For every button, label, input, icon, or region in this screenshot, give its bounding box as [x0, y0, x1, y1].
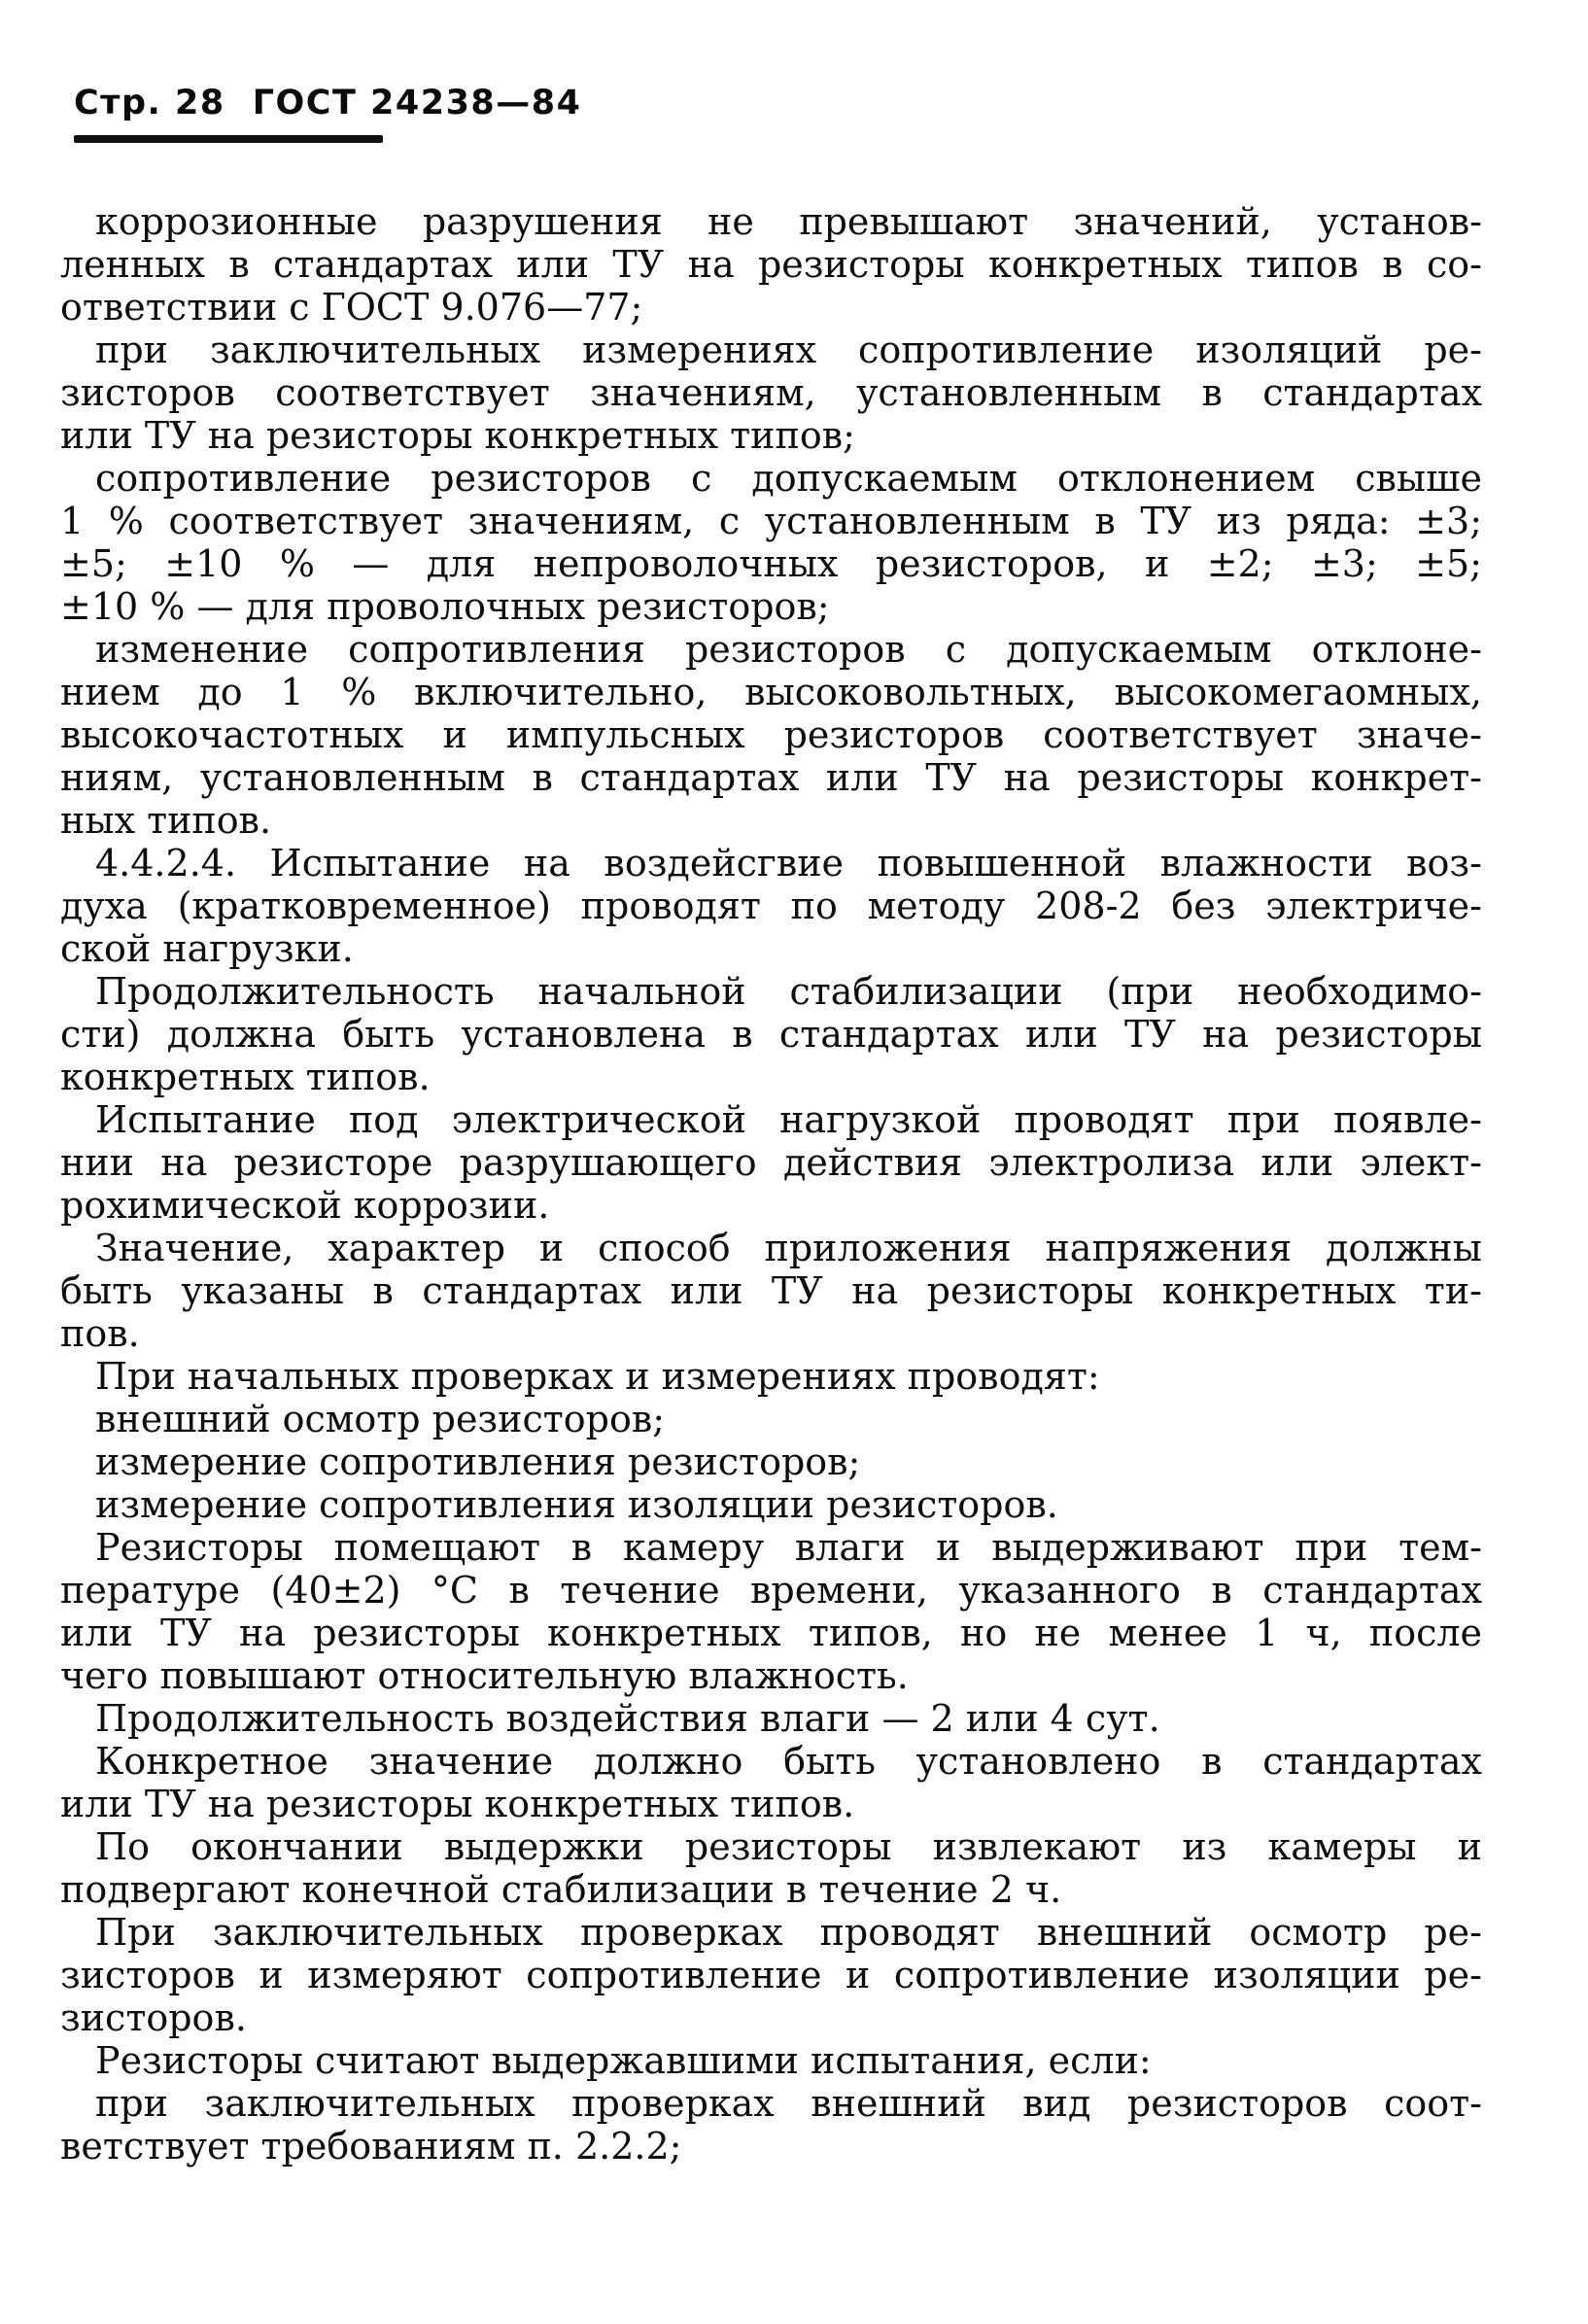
paragraph-line: ных типов. — [60, 799, 272, 842]
paragraph — [60, 970, 1482, 1098]
paragraph-line: ±5; ±10 % — для непроволочных резисторов, и ±2; ±3; ±5; — [60, 542, 1482, 585]
page-header — [74, 84, 582, 122]
paragraph — [60, 329, 1482, 457]
paragraph — [60, 2039, 1482, 2082]
paragraph-line: чего повышают относительную влажность. — [60, 1654, 909, 1697]
paragraph-line: ской нагрузки. — [60, 927, 354, 970]
paragraph — [60, 1483, 1482, 1526]
paragraph — [60, 1526, 1482, 1697]
paragraph-line: ленных в стандартах или ТУ на резисторы конкретных типов в со- — [60, 243, 1482, 286]
paragraph-line: подвергают конечной стабилизации в течение 2 ч. — [60, 1868, 1062, 1911]
paragraph-line: зисторов. — [60, 1996, 247, 2039]
paragraph-line: или ТУ на резисторы конкретных типов. — [60, 1783, 855, 1825]
paragraph — [60, 200, 1482, 329]
paragraph-line: 1 % соответствует значениям, с установленным в ТУ из ряда: ±3; — [60, 500, 1482, 542]
paragraph-line: 4.4.2.4. Испытание на воздейсгвие повышенной влажности воз- — [95, 842, 1482, 885]
paragraph-line: духа (кратковременное) проводят по методу 208-2 без электриче- — [60, 885, 1482, 927]
paragraph-line: нии на резисторе разрушающего действия электролиза или элект- — [60, 1141, 1482, 1184]
paragraph-line: конкретных типов. — [60, 1056, 431, 1098]
paragraph-line: сопротивление резисторов с допускаемым отклонением свыше — [95, 457, 1482, 500]
paragraph-line: высокочастотных и импульсных резисторов соответствует значе- — [60, 713, 1482, 756]
paragraph — [60, 628, 1482, 842]
paragraph — [60, 1825, 1482, 1911]
paragraph — [60, 1697, 1482, 1740]
header-rule — [74, 135, 383, 143]
paragraph-line: ветствует требованиям п. 2.2.2; — [60, 2125, 682, 2168]
paragraph-line: Продолжительность воздействия влаги — 2 или 4 сут. — [95, 1697, 1160, 1740]
paragraph-line: при заключительных проверках внешний вид резисторов соот- — [95, 2082, 1482, 2125]
paragraph-line: коррозионные разрушения не превышают значений, установ- — [95, 200, 1482, 243]
paragraph — [60, 1740, 1482, 1825]
paragraph-line: пературе (40±2) °С в течение времени, указанного в стандартах — [60, 1569, 1482, 1612]
paragraph-line: измерение сопротивления изоляции резисторов. — [95, 1483, 1058, 1526]
paragraph-line: При заключительных проверках проводят внешний осмотр ре- — [95, 1911, 1482, 1954]
paragraph-line: Испытание под электрической нагрузкой проводят при появле- — [95, 1098, 1482, 1141]
paragraph-line: При начальных проверках и измерениях проводят: — [95, 1355, 1100, 1398]
paragraph-line: изменение сопротивления резисторов с допускаемым отклоне- — [95, 628, 1482, 671]
document-number: ГОСТ 24238—84 — [252, 84, 582, 122]
page-number: Стр. 28 — [74, 84, 225, 122]
document-body — [60, 200, 1482, 2168]
paragraph-line: Значение, характер и способ приложения напряжения должны — [95, 1227, 1482, 1269]
paragraph-line: зисторов соответствует значениям, установленным в стандартах — [60, 371, 1482, 414]
paragraph — [60, 1440, 1482, 1483]
paragraph — [60, 457, 1482, 628]
paragraph-line: нием до 1 % включительно, высоковольтных, высокомегаомных, — [60, 671, 1482, 713]
paragraph-line: Продолжительность начальной стабилизации (при необходимо- — [95, 970, 1482, 1013]
paragraph-line: или ТУ на резисторы конкретных типов, но не менее 1 ч, после — [60, 1612, 1482, 1654]
paragraph — [60, 1398, 1482, 1440]
paragraph-line: внешний осмотр резисторов; — [95, 1398, 666, 1440]
paragraph — [60, 842, 1482, 970]
paragraph-line: рохимической коррозии. — [60, 1184, 550, 1227]
paragraph-line: Резисторы помещают в камеру влаги и выдерживают при тем- — [95, 1526, 1482, 1569]
paragraph-line: сти) должна быть установлена в стандартах или ТУ на резисторы — [60, 1013, 1482, 1056]
paragraph — [60, 1098, 1482, 1227]
paragraph-line: при заключительных измерениях сопротивление изоляций ре- — [95, 329, 1482, 371]
paragraph-line: или ТУ на резисторы конкретных типов; — [60, 414, 855, 457]
paragraph-line: ±10 % — для проволочных резисторов; — [60, 585, 830, 628]
paragraph-line: Конкретное значение должно быть установлено в стандартах — [95, 1740, 1482, 1783]
paragraph-line: По окончании выдержки резисторы извлекают из камеры и — [95, 1825, 1482, 1868]
paragraph-line: зисторов и измеряют сопротивление и сопротивление изоляции ре- — [60, 1954, 1482, 1996]
paragraph-line: измерение сопротивления резисторов; — [95, 1440, 861, 1483]
paragraph — [60, 2082, 1482, 2168]
paragraph-line: Резисторы считают выдержавшими испытания, если: — [95, 2039, 1152, 2082]
paragraph-line: пов. — [60, 1312, 140, 1355]
paragraph-line: ответствии с ГОСТ 9.076—77; — [60, 286, 643, 329]
paragraph — [60, 1355, 1482, 1398]
paragraph — [60, 1227, 1482, 1355]
paragraph-line: ниям, установленным в стандартах или ТУ на резисторы конкрет- — [60, 756, 1482, 799]
paragraph — [60, 1911, 1482, 2039]
paragraph-line: быть указаны в стандартах или ТУ на резисторы конкретных ти- — [60, 1269, 1482, 1312]
